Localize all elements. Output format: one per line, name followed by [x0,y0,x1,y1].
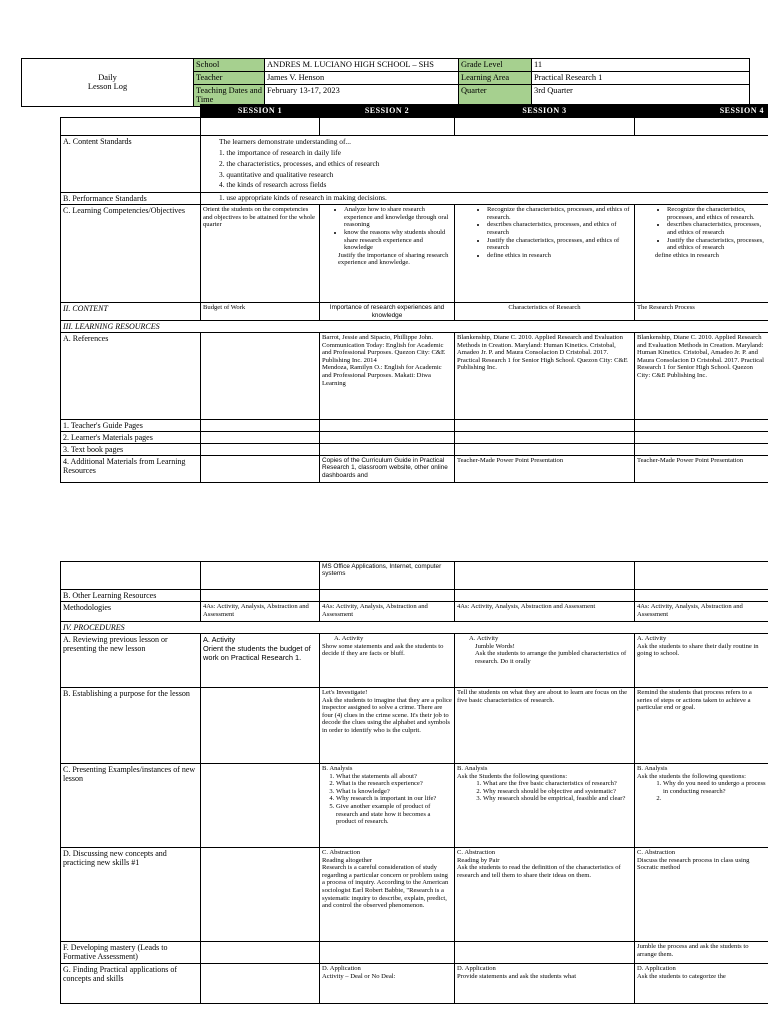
resources-label: III. LEARNING RESOURCES [61,321,768,333]
discussing-label: D. Discussing new concepts and practicing new skills #1 [61,848,201,942]
presenting-item: 4. Why research is important in our life? [336,795,452,803]
additional-s4: Teacher-Made Power Point Presentation [635,456,768,483]
establishing-s3: Tell the students on what they are about to learn are focus on the five basic characteristics of research. [455,688,635,764]
additional-s2: Copies of the Curriculum Guide in Practical Research 1, classroom website, other online dashboards and [320,456,455,483]
competencies-s4 [635,205,768,303]
competencies-s1: Orient the students on the competencies and objectives to be attained for the whole quarter [201,205,320,303]
presenting-item: 3. What is knowledge? [336,788,452,796]
competency-item: • know the reasons why students should share research experience and knowledge [344,229,452,252]
presenting-item [663,795,766,803]
performance-standards-label: B. Performance Standards [61,193,201,205]
session-2-header: SESSION 2 [320,105,455,118]
dates-label: Teaching Dates and Time [194,84,265,106]
reviewing-s2-head: A. Activity [334,635,364,642]
presenting-s2 [320,764,455,848]
methodologies-s3: 4As: Activity, Analysis, Abstraction and Assessment [455,602,635,622]
dates-value: February 13-17, 2023 [265,84,459,106]
methodologies-s1: 4As: Activity, Analysis, Abstraction and Assessment [201,602,320,622]
finding-s4-body: Ask the students to categorize the [637,972,726,980]
title-line2: Lesson Log [87,82,128,92]
presenting-s4-head: B. Analysis [637,765,668,772]
content-standards-item: 1. the importance of research in daily life [219,148,341,157]
finding-s3 [455,964,635,1004]
establishing-s2-head: Let's Investigate! [322,689,368,696]
competency-item: • Recognize the characteristics, processes, and ethics of research. [487,206,632,221]
title-line1: Daily [98,72,117,82]
reviewing-s4-head: A. Activity [637,635,667,642]
grade-label: Grade Level [459,59,532,72]
area-value: Practical Research 1 [532,72,750,85]
presenting-s2-head: B. Analysis [322,765,353,772]
reviewing-s2 [320,634,455,688]
presenting-s3-head: B. Analysis [457,765,488,772]
developing-s4: Jumble the process and ask the students to arrange them. [635,942,768,964]
content-standards-item: 4. the kinds of research across fields [219,180,327,190]
presenting-item: 1. What the statements all about? [336,773,452,781]
discussing-s2 [320,848,455,942]
references-s4: Blankenship, Diane C. 2010. Applied Research and Evaluation Methods in Creation. Maryland: Human Kinetics. Cristobal, Amadeo Jr. P. and Maura Consolacion D Cristobal. 2017. Practical Research 1 for Senior High School. Quezon City: C&E Publishing Inc. [635,333,768,420]
content-s3: Characteristics of Research [455,303,635,321]
presenting-item: 1. Why do you need to undergo a process in conducting research? [663,780,766,795]
header-table [21,58,750,107]
methodologies-s2: 4As: Activity, Analysis, Abstraction and Assessment [320,602,455,622]
discussing-s3-body: Ask the students to read the definition of the characteristics of research and tell them to share their ideas on them. [457,864,621,879]
competency-item: • Justify the characteristics, processes, and ethics of research [487,237,632,252]
competencies-s2 [320,205,455,303]
reviewing-s2-body: Show some statements and ask the students to decide if they are facts or bluff. [322,642,444,658]
content-standards-label: A. Content Standards [61,136,201,193]
reviewing-s3-head: A. Activity [469,635,499,642]
finding-s2-head: D. Application [322,965,361,972]
presenting-item: 2. What is the research experience? [336,780,452,788]
developing-label: F. Developing mastery (Leads to Formative Assessment) [61,942,201,964]
presenting-item: 3. Why research should be empirical, feasible and clear? [483,795,632,803]
additional-s3: Teacher-Made Power Point Presentation [455,456,635,483]
content-s4: The Research Process [635,303,768,321]
competency-item: • Analyze how to share research experience and knowledge through oral reasoning [344,206,452,229]
establishing-label: B. Establishing a purpose for the lesson [61,688,201,764]
discussing-s3-sub: Reading by Pair [457,856,500,864]
procedures-label: IV. PROCEDURES [61,622,768,634]
session-1-header: SESSION 1 [201,105,320,118]
cont-s2: MS Office Applications, Internet, computer systems [320,562,455,590]
establishing-s2-body: Ask the students to imagine that they are a police inspector assigned to solve a crime. There are four (4) clues in the crime scene. It's their job to decode the clues using the alphabet and symbols in order to identify who is the culprit. [322,696,452,734]
presenting-item: 2. Why research should be objective and systematic? [483,788,632,796]
discussing-s3 [455,848,635,942]
finding-label: G. Finding Practical applications of concepts and skills [61,964,201,1004]
reviewing-s1-head: A. Activity [203,635,236,644]
teacher-label: Teacher [194,72,265,85]
school-value: ANDRES M. LUCIANO HIGH SCHOOL – SHS [265,59,459,72]
discussing-s2-head: C. Abstraction [322,849,361,856]
main-table-page1 [60,104,768,483]
discussing-s2-sub: Reading altogether [322,856,372,864]
discussing-s4-body: Discuss the research process in class using Socratic method [637,856,750,872]
content-label: II. CONTENT [61,303,201,321]
reviewing-s4-body: Ask the students to share their daily routine in going to school. [637,642,759,658]
discussing-s4-head: C. Abstraction [637,849,676,856]
competency-item: • Justify the characteristics, processes, and ethics of research [667,237,766,252]
content-s2: Importance of research experiences and knowledge [320,303,455,321]
session-3-header: SESSION 3 [455,105,635,118]
competency-item: • define ethics in research [487,252,632,260]
finding-s4 [635,964,768,1004]
references-s2: Barrot, Jessie and Sipacio, Phillippe John. Communication Today: English for Academic and Professional Purposes. Quezon City: C&E Publishing Inc. 2014 Mendoza, Ramilyn O.: English for Academic and Professional Purposes. Makati: Diwa Learning [320,333,455,420]
discussing-s3-head: C. Abstraction [457,849,496,856]
finding-s2-body: Activity – Deal or No Deal: [322,972,396,980]
main-table-page2 [60,561,768,1004]
competency-after: define ethics in research [655,251,719,259]
content-standards-item: 3. quantitative and qualitative research [219,169,334,179]
school-label: School [194,59,265,72]
quarter-label: Quarter [459,84,532,106]
reviewing-s1 [201,634,320,688]
title-cell [22,59,194,107]
discussing-s2-body: Research is a careful consideration of study regarding a particular concern or problem using a process of inquiry. According to the American sociologist Earl Robert Babbie, "Research is a systematic inquiry to describe, explain, predict, and control the observed phenomenon. [322,864,449,910]
content-s1: Budget of Work [201,303,320,321]
reviewing-s3-body: Ask the students to arrange the jumbled characteristics of research. Do it orally [475,650,627,665]
reviewing-label: A. Reviewing previous lesson or presenting the new lesson [61,634,201,688]
reviewing-s1-body: Orient the students the budget of work on Practical Research 1. [203,644,311,662]
references-label: A. References [61,333,201,420]
competencies-label: C. Learning Competencies/Objectives [61,205,201,303]
content-standards-item: 2. the characteristics, processes, and ethics of research [219,158,380,168]
finding-s3-body: Provide statements and ask the students what [457,972,577,980]
presenting-label: C. Presenting Examples/instances of new lesson [61,764,201,848]
presenting-s4 [635,764,768,848]
textbook-label: 3. Text book pages [61,444,201,456]
content-standards-text [201,136,768,193]
reviewing-s4 [635,634,768,688]
competency-item: • describes characteristics, processes, and ethics of research [667,221,766,236]
discussing-s4 [635,848,768,942]
finding-s4-head: D. Application [637,965,676,972]
finding-s3-head: D. Application [457,965,496,972]
additional-label: 4. Additional Materials from Learning Resources [61,456,201,483]
establishing-s2 [320,688,455,764]
methodologies-s4: 4As: Activity, Analysis, Abstraction and Assessment [635,602,768,622]
methodologies-label: Methodologies [61,602,201,622]
other-resources-label: B. Other Learning Resources [61,590,201,602]
teacher-value: James V. Henson [265,72,459,85]
reviewing-s3 [455,634,635,688]
finding-s2 [320,964,455,1004]
presenting-item: 5. Give another example of product of research and state how it becomes a product of research. [336,803,452,826]
reviewing-s3-sub: Jumble Words! [475,642,515,650]
competency-item: • Recognize the characteristics, processes, and ethics of research. [667,206,766,221]
quarter-value: 3rd Quarter [532,84,750,106]
session-4-header: SESSION 4 [635,105,768,118]
grade-value: 11 [532,59,750,72]
presenting-s3 [455,764,635,848]
competency-item: • describes characteristics, processes, and ethics of research [487,221,632,236]
establishing-s4: Remind the students that process refers to a series of steps or actions taken to achieve a particular end or goal. [635,688,768,764]
competency-after: Justify the importance of sharing research experience and knowledge. [338,251,449,267]
presenting-s4-intro: Ask the students the following questions: [637,772,746,780]
references-s3: Blankenship, Diane C. 2010. Applied Research and Evaluation Methods in Creation. Maryland: Human Kinetics. Cristobal, Amadeo Jr. P. and Maura Consolacion D Cristobal. 2017. Practical Research 1 for Senior High School. Quezon City: C&E Publishing Inc. [455,333,635,420]
teachers-guide-label: 1. Teacher's Guide Pages [61,420,201,432]
presenting-item: 1. What are the five basic characteristics of research? [483,780,632,788]
content-standards-intro: The learners demonstrate understanding of... [219,137,351,147]
performance-standards-text: 1. use appropriate kinds of research in making decisions. [201,193,768,205]
learners-materials-label: 2. Learner's Materials pages [61,432,201,444]
area-label: Learning Area [459,72,532,85]
presenting-s3-intro: Ask the Students the following questions: [457,772,568,780]
competencies-s3 [455,205,635,303]
